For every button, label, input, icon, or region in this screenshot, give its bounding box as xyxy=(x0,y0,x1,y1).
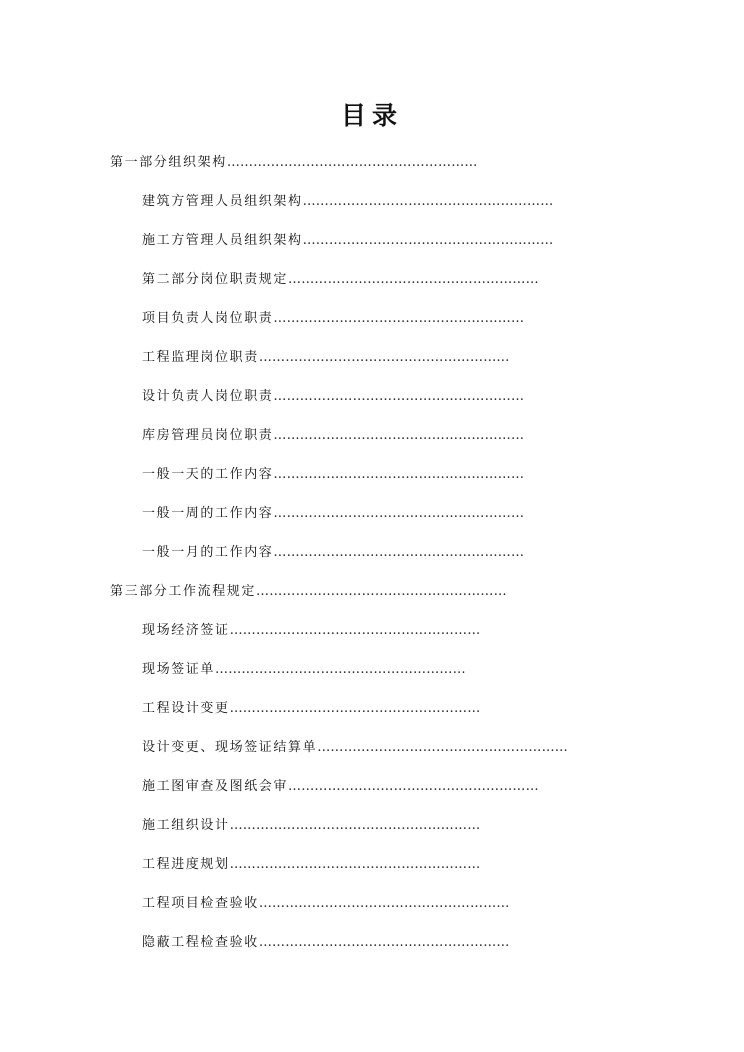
toc-entry[interactable] xyxy=(0,226,744,265)
toc-entry[interactable] xyxy=(0,850,744,889)
toc-entry-leader: ………………………………………………… xyxy=(226,155,478,170)
toc-entry-leader: ………………………………………………… xyxy=(273,545,525,560)
toc-entry-text: 施工方管理人员组织架构 xyxy=(142,233,303,248)
toc-entry[interactable] xyxy=(0,577,744,616)
toc-entry-text: 施工组织设计 xyxy=(142,818,230,833)
toc-entry-leader: ………………………………………………… xyxy=(302,233,554,248)
toc-entry-leader: ………………………………………………… xyxy=(273,311,525,326)
toc-entry[interactable] xyxy=(0,616,744,655)
toc-entry-text: 一般一天的工作内容 xyxy=(142,467,274,482)
toc-entry-text: 隐蔽工程检查验收 xyxy=(142,935,259,950)
toc-entry-leader: ………………………………………………… xyxy=(288,272,539,287)
toc-entry[interactable] xyxy=(0,811,744,850)
toc-entry-leader: ………………………………………………… xyxy=(273,389,525,404)
toc-entry[interactable] xyxy=(0,148,744,187)
toc-entry-leader: ………………………………………………… xyxy=(229,818,481,833)
toc-entry-leader: ………………………………………………… xyxy=(229,857,481,872)
toc-entry[interactable] xyxy=(0,772,744,811)
toc-entry-text: 设计变更、现场签证结算单 xyxy=(142,740,318,755)
toc-entry[interactable] xyxy=(0,382,744,421)
toc-entry-leader: ………………………………………………… xyxy=(256,584,507,599)
toc-entry-leader: ………………………………………………… xyxy=(258,896,510,911)
toc-entry[interactable] xyxy=(0,694,744,733)
toc-entry[interactable] xyxy=(0,304,744,343)
toc-entry-text: 现场签证单 xyxy=(142,662,216,677)
toc-entry[interactable] xyxy=(0,460,744,499)
toc-entry-text: 工程项目检查验收 xyxy=(142,896,259,911)
toc-entry-leader: ………………………………………………… xyxy=(317,740,569,755)
toc-entry[interactable] xyxy=(0,655,744,694)
toc-entry-leader: ………………………………………………… xyxy=(273,467,525,482)
toc-entry-text: 工程进度规划 xyxy=(142,857,230,872)
toc-entry-text: 工程设计变更 xyxy=(142,701,230,716)
toc-entry-text: 施工图审查及图纸会审 xyxy=(142,779,289,794)
toc-entry[interactable] xyxy=(0,343,744,382)
toc-entry-text: 一般一周的工作内容 xyxy=(142,506,274,521)
toc-entry-leader: ………………………………………………… xyxy=(258,935,510,950)
toc-entry-text: 项目负责人岗位职责 xyxy=(142,311,274,326)
toc-entry-leader: ………………………………………………… xyxy=(229,701,481,716)
toc-entry-text: 第三部分工作流程规定 xyxy=(110,584,257,599)
toc-entry-text: 工程监理岗位职责 xyxy=(142,350,259,365)
toc-entry[interactable] xyxy=(0,187,744,226)
toc-entry-text: 库房管理员岗位职责 xyxy=(142,428,274,443)
toc-entry-text: 建筑方管理人员组织架构 xyxy=(142,194,303,209)
toc-entry-leader: ………………………………………………… xyxy=(302,194,554,209)
toc-entry-leader: ………………………………………………… xyxy=(229,623,481,638)
page-title: 目录 xyxy=(340,101,403,130)
toc-entry-text: 第一部分组织架构 xyxy=(110,155,227,170)
toc-entry-leader: ………………………………………………… xyxy=(273,506,525,521)
toc-entry[interactable] xyxy=(0,421,744,460)
toc-entry-leader: ………………………………………………… xyxy=(258,350,510,365)
toc-entry[interactable] xyxy=(0,499,744,538)
toc-entry[interactable] xyxy=(0,928,744,967)
table-of-contents xyxy=(0,148,744,967)
toc-entry[interactable] xyxy=(0,265,744,304)
toc-entry-leader: ………………………………………………… xyxy=(273,428,525,443)
toc-entry-leader: ………………………………………………… xyxy=(288,779,539,794)
toc-entry-text: 设计负责人岗位职责 xyxy=(142,389,274,404)
toc-entry-text: 一般一月的工作内容 xyxy=(142,545,274,560)
toc-entry[interactable] xyxy=(0,538,744,577)
toc-entry-text: 现场经济签证 xyxy=(142,623,230,638)
toc-entry[interactable] xyxy=(0,733,744,772)
toc-entry-leader: ………………………………………………… xyxy=(215,662,466,677)
toc-entry-text: 第二部分岗位职责规定 xyxy=(142,272,289,287)
toc-entry[interactable] xyxy=(0,889,744,928)
